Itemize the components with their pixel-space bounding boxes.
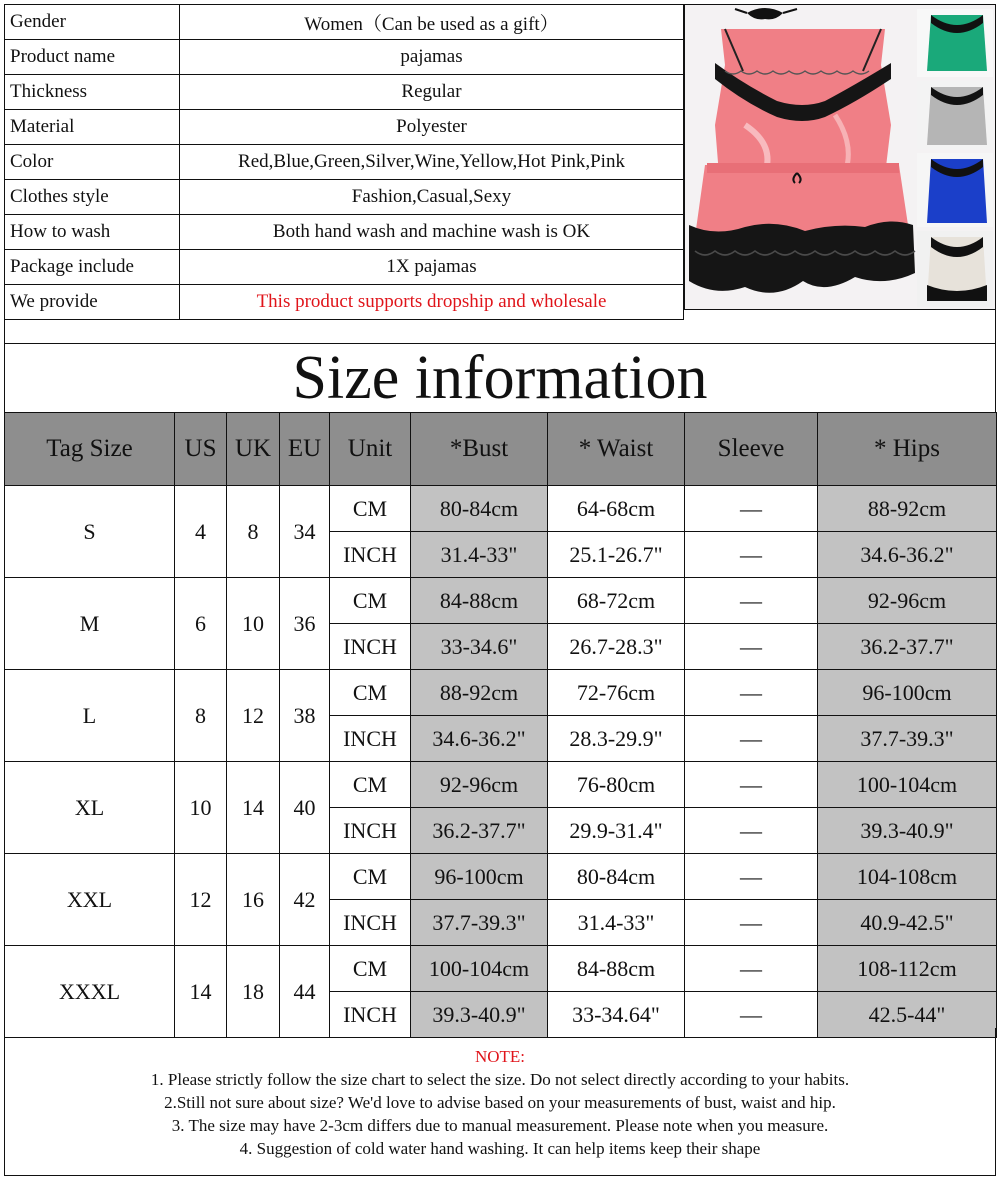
attr-value: Regular [180,75,684,110]
attr-label: How to wash [5,215,180,250]
waist-cell: 68-72cm [548,578,685,624]
waist-cell: 76-80cm [548,762,685,808]
hips-cell: 88-92cm [818,486,997,532]
hips-cell: 40.9-42.5" [818,900,997,946]
sleeve-cell: — [685,900,818,946]
unit-cell: INCH [330,532,411,578]
waist-cell: 31.4-33" [548,900,685,946]
uk-size-cell: 14 [227,762,280,854]
unit-cell: INCH [330,808,411,854]
header-unit: Unit [330,413,411,486]
unit-cell: CM [330,762,411,808]
attr-label: Material [5,110,180,145]
eye-mask-icon [747,8,783,19]
unit-cell: CM [330,670,411,716]
unit-cell: INCH [330,992,411,1038]
bust-cell: 88-92cm [411,670,548,716]
attr-row-gender [5,5,684,40]
uk-size-cell: 8 [227,486,280,578]
waist-cell: 26.7-28.3" [548,624,685,670]
sleeve-cell: — [685,624,818,670]
attr-value: Both hand wash and machine wash is OK [180,215,684,250]
unit-cell: CM [330,486,411,532]
note-line: 2.Still not sure about size? We'd love to advise based on your measurements of bust, waist and hip. [164,1093,836,1112]
eu-size-cell: 40 [280,762,330,854]
attr-value: 1X pajamas [180,250,684,285]
uk-size-cell: 10 [227,578,280,670]
waist-cell: 72-76cm [548,670,685,716]
bust-cell: 92-96cm [411,762,548,808]
uk-size-cell: 12 [227,670,280,762]
bust-cell: 80-84cm [411,486,548,532]
size-header-row [5,413,997,486]
bust-cell: 84-88cm [411,578,548,624]
hips-cell: 34.6-36.2" [818,532,997,578]
us-size-cell: 12 [175,854,227,946]
size-row-cm [5,670,997,716]
unit-cell: CM [330,946,411,992]
tag-size-cell: XL [5,762,175,854]
product-photo [684,4,996,310]
eu-size-cell: 34 [280,486,330,578]
unit-cell: INCH [330,900,411,946]
sleeve-cell: — [685,578,818,624]
attr-row-material [5,110,684,145]
sleeve-cell: — [685,532,818,578]
hips-cell: 100-104cm [818,762,997,808]
pajama-set-illustration [685,5,996,310]
header-hips: * Hips [818,413,997,486]
hips-cell: 37.7-39.3" [818,716,997,762]
bust-cell: 96-100cm [411,854,548,900]
sleeve-cell: — [685,762,818,808]
hips-cell: 36.2-37.7" [818,624,997,670]
tag-size-cell: XXL [5,854,175,946]
hips-cell: 104-108cm [818,854,997,900]
attr-label: Gender [5,5,180,40]
size-info-title: Size information [4,344,996,412]
bust-cell: 33-34.6" [411,624,548,670]
uk-size-cell: 18 [227,946,280,1038]
attr-value: Polyester [180,110,684,145]
eu-size-cell: 36 [280,578,330,670]
size-row-cm [5,578,997,624]
us-size-cell: 4 [175,486,227,578]
unit-cell: INCH [330,624,411,670]
unit-cell: CM [330,854,411,900]
hips-cell: 92-96cm [818,578,997,624]
attr-label: Product name [5,40,180,75]
size-row-cm [5,486,997,532]
attr-value: Fashion,Casual,Sexy [180,180,684,215]
note-title: NOTE: [474,1047,526,1066]
hips-cell: 96-100cm [818,670,997,716]
waist-cell: 28.3-29.9" [548,716,685,762]
waist-cell: 29.9-31.4" [548,808,685,854]
attr-label: We provide [5,285,180,320]
note-line: 4. Suggestion of cold water hand washing. It can help items keep their shape [239,1139,761,1158]
bust-cell: 37.7-39.3" [411,900,548,946]
spacer-row [4,310,996,344]
tag-size-cell: L [5,670,175,762]
waist-cell: 33-34.64" [548,992,685,1038]
sleeve-cell: — [685,808,818,854]
bust-cell: 100-104cm [411,946,548,992]
us-size-cell: 6 [175,578,227,670]
attr-label: Thickness [5,75,180,110]
product-attribute-table [4,4,684,320]
size-row-cm [5,854,997,900]
sleeve-cell: — [685,854,818,900]
attr-label: Clothes style [5,180,180,215]
us-size-cell: 10 [175,762,227,854]
eu-size-cell: 38 [280,670,330,762]
tag-size-cell: S [5,486,175,578]
waist-cell: 64-68cm [548,486,685,532]
attr-row-package-include [5,250,684,285]
header-tag-size: Tag Size [5,413,175,486]
header-waist: * Waist [548,413,685,486]
eu-size-cell: 44 [280,946,330,1038]
us-size-cell: 8 [175,670,227,762]
hips-cell: 108-112cm [818,946,997,992]
header-uk: UK [227,413,280,486]
note-box [4,1028,996,1176]
bust-cell: 31.4-33" [411,532,548,578]
unit-cell: CM [330,578,411,624]
us-size-cell: 14 [175,946,227,1038]
attr-label: Package include [5,250,180,285]
header-sleeve: Sleeve [685,413,818,486]
sleeve-cell: — [685,486,818,532]
size-chart-table [4,412,997,1038]
size-row-cm [5,762,997,808]
attr-row-thickness [5,75,684,110]
waist-cell: 84-88cm [548,946,685,992]
header-us: US [175,413,227,486]
bust-cell: 36.2-37.7" [411,808,548,854]
attr-value: pajamas [180,40,684,75]
header-eu: EU [280,413,330,486]
note-line: 1. Please strictly follow the size chart to select the size. Do not select directly according to your habits. [150,1070,850,1089]
note-line: 3. The size may have 2-3cm differs due to manual measurement. Please note when you measure. [171,1116,829,1135]
tag-size-cell: M [5,578,175,670]
header-bust: *Bust [411,413,548,486]
sleeve-cell: — [685,716,818,762]
attr-row-color [5,145,684,180]
attr-value-highlight: This product supports dropship and wholesale [180,285,684,320]
waist-cell: 80-84cm [548,854,685,900]
hips-cell: 39.3-40.9" [818,808,997,854]
attr-label: Color [5,145,180,180]
bust-cell: 34.6-36.2" [411,716,548,762]
bust-cell: 39.3-40.9" [411,992,548,1038]
sleeve-cell: — [685,946,818,992]
sleeve-cell: — [685,670,818,716]
size-row-cm [5,946,997,992]
waist-cell: 25.1-26.7" [548,532,685,578]
attr-row-how-to-wash [5,215,684,250]
uk-size-cell: 16 [227,854,280,946]
attr-row-clothes-style [5,180,684,215]
hips-cell: 42.5-44" [818,992,997,1038]
attr-value: Women（Can be used as a gift） [180,5,684,40]
unit-cell: INCH [330,716,411,762]
attr-row-product-name [5,40,684,75]
sleeve-cell: — [685,992,818,1038]
eu-size-cell: 42 [280,854,330,946]
tag-size-cell: XXXL [5,946,175,1038]
attr-value: Red,Blue,Green,Silver,Wine,Yellow,Hot Pink,Pink [180,145,684,180]
